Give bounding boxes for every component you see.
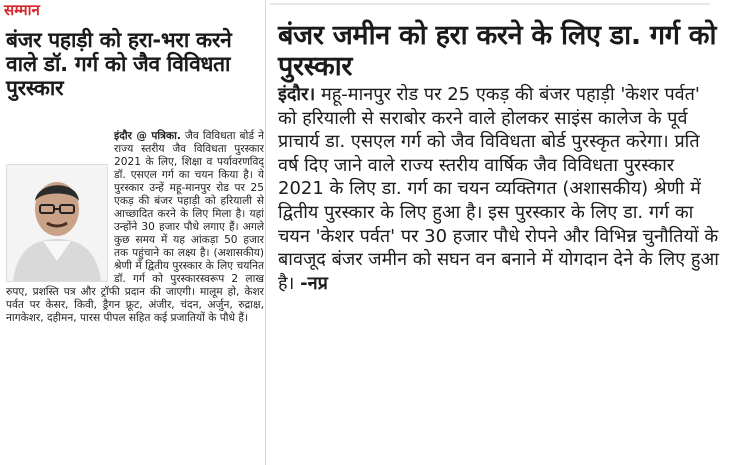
column-divider: [265, 0, 266, 465]
left-body: [6, 130, 264, 325]
right-dateline: इंदौर।: [278, 84, 316, 105]
portrait-illustration: [7, 165, 107, 281]
right-body: [278, 83, 723, 295]
left-dateline: इंदौर @ पत्रिका.: [114, 130, 181, 142]
section-tag: सम्मान: [4, 1, 40, 19]
right-article: [270, 0, 725, 465]
portrait-photo: [6, 164, 108, 282]
right-signoff: -नप्र: [300, 272, 328, 294]
left-article: [2, 0, 264, 465]
left-body-text: जैव विविधता बोर्ड ने राज्य स्तरीय जैव विविधता पुरस्कार 2021 के लिए, शिक्षा व पर्यावरणविद् डॉ. एसएल गर्ग का चयन किया है। ये पुरस्कार उन्हें महू-मानपुर रोड पर 25 एकड़ की बंजर पहाड़ी को हरियाली से आच्छादित करने के लिए मिला है। यहां उन्होंने 30 हजार पौधे लगाए हैं। अगले कुछ समय में यह आंकड़ा 50 हजार तक पहुंचाने का लक्ष्य है। (अशासकीय) श्रेणी में द्वितीय पुरस्कार के लिए चयनित डॉ. गर्ग को पुरस्कारस्वरूप 2 लाख रुपए, प्रशस्ति पत्र और ट्रॉफी प्रदान की जाएगी। मालूम हो, केशर पर्वत पर केसर, किवी, ड्रैगन फ्रूट, अंजीर, चंदन, अर्जुन, रुद्राक्ष, नागकेशर, दहीमन, पारस पीपल सहित कई प्रजातियों के पौधे हैं।: [6, 130, 264, 324]
left-headline: बंजर पहाड़ी को हरा-भरा करने वाले डॉ. गर्ग को जैव विविधता पुरस्कार: [6, 28, 232, 100]
right-headline: बंजर जमीन को हरा करने के लिए डा. गर्ग को पुरस्कार: [278, 20, 717, 82]
right-body-text: महू-मानपुर रोड पर 25 एकड़ की बंजर पहाड़ी 'केशर पर्वत' को हरियाली से सराबोर करने वाले होलकर साइंस कालेज के पूर्व प्राचार्य डा. एसएल गर्ग को जैव विविधता बोर्ड पुरस्कृत करेगा। प्रति वर्ष दिए जाने वाले राज्य स्तरीय वार्षिक जैव विविधता पुरस्कार 2021 के लिए डा. गर्ग का चयन व्यक्तिगत (अशासकीय) श्रेणी में द्वितीय पुरस्कार के लिए हुआ है। इस पुरस्कार के लिए डा. गर्ग का चयन 'केशर पर्वत' पर 30 हजार पौधे रोपने और विभिन्न चुनौतियों के बावजूद बंजर जमीन को सघन वन बनाने में योगदान देने के लिए हुआ है।: [278, 84, 719, 294]
